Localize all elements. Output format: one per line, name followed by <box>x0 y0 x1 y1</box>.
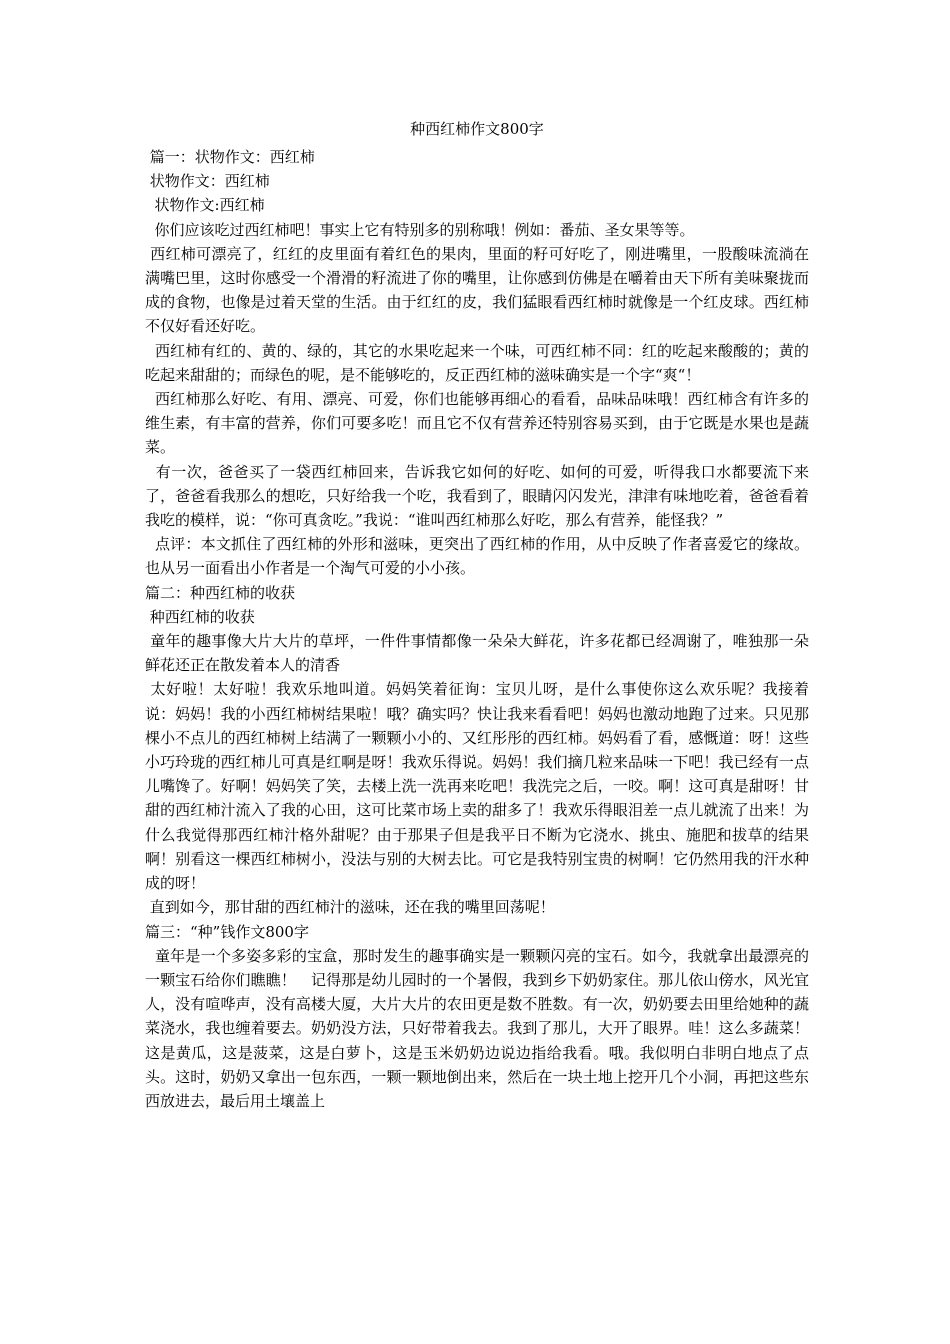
paragraph: 你们应该吃过西红柿吧！事实上它有特别多的别称哦！例如：番茄、圣女果等等。 <box>145 220 695 239</box>
paragraph: 西红柿有红的、黄的、绿的，其它的水果吃起来一个味，可西红柿不同：红的吃起来酸酸的；黄的吃起来甜甜的；而绿色的呢，是不能够吃的，反正西红柿的滋味确实是一个字“爽“！ <box>145 341 809 384</box>
section-heading-2: 篇二：种西红柿的收获 <box>145 583 296 602</box>
paragraph: 西红柿可漂亮了，红红的皮里面有着红色的果肉，里面的籽可好吃了，刚进嘴里，一股酸味流淌在满嘴巴里，这时你感受一个滑滑的籽流进了你的嘴里，让你感到仿佛是在嚼着由天下所有美味聚拢而成的食物，也像是过着天堂的生活。由于红红的皮，我们猛眼看西红柿时就像是一个红皮球。西红柿不仅好看还好吃。 <box>145 244 809 336</box>
subheading-2: 状物作文:西红柿 <box>145 196 265 215</box>
paragraph: 童年的趣事像大片大片的草坪，一件件事情都像一朵朵大鲜花，许多花都已经凋谢了，唯独那一朵鲜花还正在散发着本人的清香 <box>145 632 809 675</box>
section-heading-3: 篇三：“种”钱作文800字 <box>145 922 309 941</box>
paragraph: 童年是一个多姿多彩的宝盒，那时发生的趣事确实是一颗颗闪亮的宝石。如今，我就拿出最漂亮的一颗宝石给你们瞧瞧！ 记得那是幼儿园时的一个暑假，我到乡下奶奶家住。那儿依山傍水，风光宜人，没有喧哗声，没有高楼大厦，大片大片的农田更是数不胜数。有一次，奶奶要去田里给她种的蔬菜浇水，我也缠着要去。奶奶没方法，只好带着我去。我到了那儿，大开了眼界。哇！这么多蔬菜！这是黄瓜，这是菠菜，这是白萝卜，这是玉米奶奶边说边指给我看。哦。我似明白非明白地点了点头。这时，奶奶又拿出一包东西，一颗一颗地倒出来，然后在一块土地上挖开几个小洞，再把这些东西放进去，最后用土壤盖上 <box>145 946 809 1110</box>
paragraph: 直到如今，那甘甜的西红柿汁的滋味，还在我的嘴里回荡呢！ <box>145 898 555 917</box>
document-page <box>145 118 809 1113</box>
section-heading-1: 篇一：状物作文：西红柿 <box>145 148 315 166</box>
subheading-3: 种西红柿的收获 <box>145 607 255 626</box>
paragraph: 点评：本文抓住了西红柿的外形和滋味，更突出了西红柿的作用，从中反映了作者喜爱它的缘故。也从另一面看出小作者是一个淘气可爱的小小孩。 <box>145 535 809 578</box>
paragraph: 有一次，爸爸买了一袋西红柿回来，告诉我它如何的好吃、如何的可爱，听得我口水都要流下来了，爸爸看我那么的想吃，只好给我一个吃，我看到了，眼睛闪闪发光，津津有味地吃着，爸爸看着我吃的模样，说：“你可真贪吃。”我说：“谁叫西红柿那么好吃，那么有营养，能怪我？” <box>145 462 809 530</box>
subheading-1: 状物作文：西红柿 <box>145 172 270 191</box>
document-title: 种西红柿作文800字 <box>410 120 544 138</box>
paragraph: 太好啦！太好啦！我欢乐地叫道。妈妈笑着征询：宝贝儿呀，是什么事使你这么欢乐呢？我接着说：妈妈！我的小西红柿树结果啦！哦？确实吗？快让我来看看吧！妈妈也激动地跑了过来。只见那棵小不点儿的西红柿树上结满了一颗颗小小的、又红彤彤的西红柿。妈妈看了看，感慨道：呀！这些小巧玲珑的西红柿儿可真是红啊是呀！我欢乐得说。妈妈！我们摘几粒来品味一下吧！我已经有一点儿嘴馋了。好啊！妈妈笑了笑，去楼上洗一洗再来吃吧！我洗完之后，一咬。啊！这可真是甜呀！甘甜的西红柿汁流入了我的心田，这可比菜市场上卖的甜多了！我欢乐得眼泪差一点儿就流了出来！为什么我觉得那西红柿汁格外甜呢？由于那果子但是我平日不断为它浇水、挑虫、施肥和拔草的结果啊！别看这一棵西红柿树小，没法与别的大树去比。可它是我特别宝贵的树啊！它仍然用我的汗水种成的呀！ <box>145 680 809 893</box>
paragraph: 西红柿那么好吃、有用、漂亮、可爱，你们也能够再细心的看看，品味品味哦！西红柿含有许多的维生素，有丰富的营养，你们可要多吃！而且它不仅有营养还特别容易买到，由于它既是水果也是蔬菜。 <box>145 390 809 457</box>
